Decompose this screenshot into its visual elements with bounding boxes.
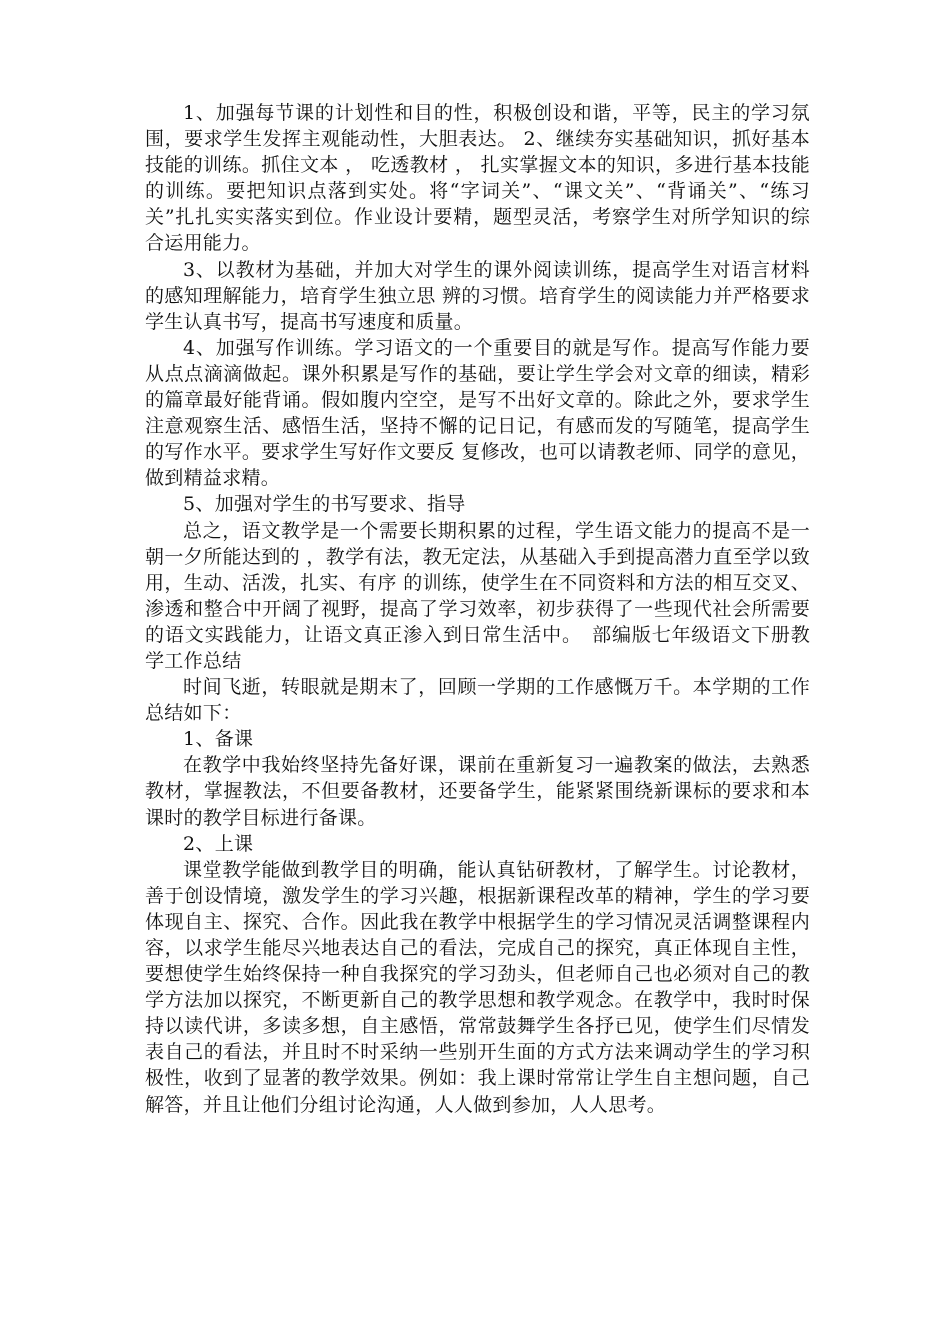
paragraph-8: 在教学中我始终坚持先备好课，课前在重新复习一遍教案的做法，去熟悉教材，掌握教法，不但要备教材，还要备学生，能紧紧围绕新课标的要求和本课时的教学目标进行备课。 [145, 754, 810, 829]
paragraph-6: 时间飞逝，转眼就是期末了，回顾一学期的工作感慨万千。本学期的工作总结如下： [145, 676, 810, 725]
paragraph-4: 5、加强对学生的书写要求、指导 [183, 493, 466, 516]
section-heading-class: 2、上课 [183, 832, 254, 855]
paragraph-5: 总之，语文教学是一个需要长期积累的过程，学生语文能力的提高不是一朝一夕所能达到的 ，教学有法，教无定法，从基础入手到提高潜力直至学以致用，生动、活泼，扎实、有序 的训练，使学生在不同资料和方法的相互交叉、渗透和整合中开阔了视野，提高了学习效率，初步获得了一些现代社会所需要的语文实践能力，让语文真正渗入到日常生活中。 部编版七年级语文下册教学工作总结 [145, 519, 810, 672]
paragraph-10: 课堂教学能做到教学目的明确，能认真钻研教材，了解学生。讨论教材，善于创设情境，激发学生的学习兴趣，根据新课程改革的精神，学生的学习要体现自主、探究、合作。因此我在教学中根据学生的学习情况灵活调整课程内容，以求学生能尽兴地表达自己的看法，完成自己的探究，真正体现自主性，要想使学生始终保持一种自我探究的学习劲头，但老师自己也必须对自己的教学方法加以探究，不断更新自己的教学思想和教学观念。在教学中，我时时保持以读代讲，多读多想，自主感悟，常常鼓舞学生各抒已见，使学生们尽情发表自己的看法，并且时不时采纳一些别开生面的方式方法来调动学生的学习积极性，收到了显著的教学效果。例如：我上课时常常让学生自主想问题，自己解答，并且让他们分组讨论沟通，人人做到参加，人人思考。 [145, 858, 810, 1116]
paragraph-3: 4、加强写作训练。学习语文的一个重要目的就是写作。提高写作能力要从点点滴滴做起。课外积累是写作的基础，要让学生学会对文章的细读，精彩的篇章最好能背诵。假如腹内空空，是写不出好文章的。除此之外，要求学生注意观察生活、感悟生活，坚持不懈的记日记，有感而发的写随笔，提高学生的写作水平。要求学生写好作文要反 复修改，也可以请教老师、同学的意见，做到精益求精。 [145, 336, 810, 490]
section-heading-prep: 1、备课 [183, 728, 254, 751]
paragraph-1: 1、加强每节课的计划性和目的性，积极创设和谐，平等，民主的学习氛围，要求学生发挥主观能动性，大胆表达。 2、继续夯实基础知识，抓好基本技能的训练。抓住文本 ， 吃透教材 ， 扎实掌握文本的知识，多进行基本技能的训练。要把知识点落到实处。将“字词关”、“课文关”、“背诵关”、“练习关”扎扎实实落实到位。作业设计要精，题型灵活，考察学生对所学知识的综合运用能力。 [145, 102, 810, 255]
paragraph-2: 3、以教材为基础，并加大对学生的课外阅读训练，提高学生对语言材料的感知理解能力，培育学生独立思 辨的习惯。培育学生的阅读能力并严格要求学生认真书写，提高书写速度和质量。 [145, 258, 810, 333]
document-body [145, 100, 810, 1118]
